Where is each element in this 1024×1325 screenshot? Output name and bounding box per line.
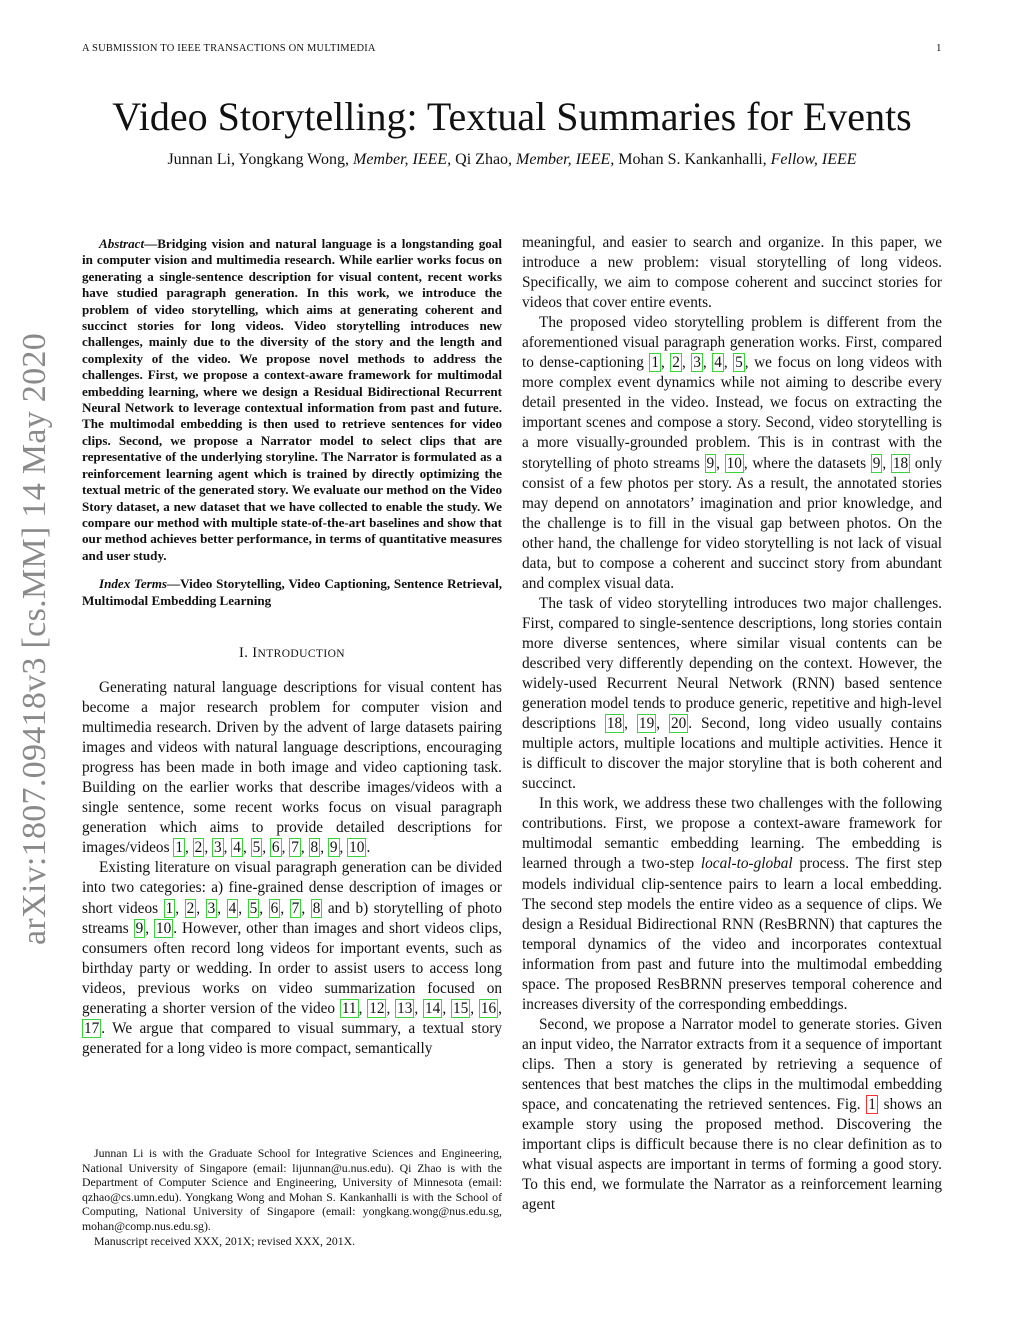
citation-link[interactable]: 9 [706,454,715,472]
section-heading-introduction: I. INTRODUCTION [239,644,345,661]
citation-link[interactable]: 20 [670,715,687,733]
figure-link[interactable]: 1 [868,1096,876,1114]
citation-link[interactable]: 4 [228,899,237,917]
citation-link[interactable]: 14 [425,999,441,1017]
footnote-affiliations: Junnan Li is with the Graduate School for Integrative Sciences and Engineering, National University of Singapore (email: lijunnan@u.nus.edu). Qi Zhao is with the Department of Computer Science and Engineering, University of Minnesota (email: qzhao@cs.umn.edu). Yongkang Wong and Mohan S. Kankanhalli is with the School of Computing, National University of Singapore (email: yongkang.wong@nus.edu.sg, mohan@comp.nus.edu.sg). [82,1146,502,1233]
citation-link[interactable]: 2 [672,354,680,372]
citation-link[interactable]: 16 [480,999,497,1017]
citation-link[interactable]: 5 [735,354,743,372]
intro-paragraph-5: The task of video storytelling introduces two major challenges. First, compared to single-sentence descriptions, long stories contain more diverse sentences, where similar visual contents can be described very differently depending on the context. However, the widely-used Recurrent Neural Network (RNN) based sentence generation model tends to produce generic, repetitive and high-level descriptions 18 , 19 , 20 . Second, long video usually contains multiple actors, multiple locations and multiple activities. Hence it is difficult to discover the major storyline that is both coherent and succinct. [522,594,942,793]
index-terms-label: Index Terms [99,576,168,592]
citation-link[interactable]: 10 [726,454,742,472]
intro-paragraph-7: Second, we propose a Narrator model to generate stories. Given an input video, the Narrator extracts from it a sequence of important clips. Then a story is generated by retrieving a sequence of sentences that best matches the clips in the multimodal embedding space, and concatenating the retrieved sentences. Fig. 1 shows an example story using the proposed method. Discovering the important clips is difficult because there is no clear definition as to what visual aspects are important in terms of forming a good story. To this end, we formulate the Narrator as a reinforcement learning agent [522,1015,943,1214]
citation-link[interactable]: 11 [341,999,357,1017]
citation-link[interactable]: 8 [310,839,319,857]
citation-link[interactable]: 1 [175,839,183,857]
citation-link[interactable]: 4 [233,839,241,857]
abstract [82,236,502,564]
author-2-role: Member, IEEE, [516,151,615,168]
citation-link[interactable]: 6 [270,899,279,917]
author-2: Qi Zhao, [455,151,513,168]
page-number: 1 [936,42,942,54]
citation-link[interactable]: 18 [892,454,909,472]
intro-paragraph-4: The proposed video storytelling problem is different from the aforementioned visual paragraph generation works. First, compared to dense-captioning 1 , 2 , 3 , 4 , 5 , we focus on long videos with more complex event dynamics while not aiming to describe every detail presented in the video. Instead, we focus on extracting the important scenes and compose a story. Second, video storytelling is a more visually-grounded problem. This is in contrast with the storytelling of photo streams 9 , 10 , where the datasets 9 , 18 only consist of a few photos per story. As a result, the annotated stories may depend on annotators’ imagination and prior knowledge, and the challenge is to fill in the visual gap between photos. On the other hand, the challenge for video storytelling is not lack of visual data, but to compose a coherent and succinct story from abundant and complex visual data. [522,314,942,592]
citation-link[interactable]: 13 [397,999,413,1017]
citation-link[interactable]: 19 [638,715,655,733]
citation-link[interactable]: 3 [207,899,216,917]
citation-link[interactable]: 15 [452,999,469,1017]
citation-link[interactable]: 1 [165,899,174,917]
arxiv-stamp: arXiv:1807.09418v3 [cs.MM] 14 May 2020 [16,332,53,945]
citation-link[interactable]: 5 [249,899,258,917]
running-head: A SUBMISSION TO IEEE TRANSACTIONS ON MULTIMEDIA [82,43,376,54]
intro-paragraph-6: In this work, we address these two challenges with the following contributions. First, we propose a context-aware framework for multimodal semantic embedding learning. The embedding is learned through a two-step local-to-global process. The first step models individual clip-sentence pairs to learn a local embedding. The second step models the entire video as a sequence of clips. We design a Residual Bidirectional RNN (ResBRNN) that captures the temporal dynamics of the video and incorporates contextual information from past and future into the multimodal embedding space. The proposed ResBRNN preserves temporal coherence and increases diversity of the corresponding embeddings. [522,795,942,1013]
right-column [522,233,942,1215]
author-3-role: Fellow, IEEE [770,151,857,168]
affiliation-footnote [82,1146,502,1248]
citation-link[interactable]: 9 [329,839,338,857]
citation-link[interactable]: 10 [156,919,172,937]
citation-link[interactable]: 7 [291,899,300,917]
intro-paragraph-2: Existing literature on visual paragraph generation can be divided into two categories: a) fine-grained dense description of images or short videos 1 , 2 , 3 , 4 , 5 , 6 , 7 , 8 and b) storytelling of photo streams 9 , 10 . However, other than images and short videos clips, consumers often record long videos for important events, such as birthday party or wedding. In order to assist users to access long videos, previous works on video summarization focused on generating a shorter version of the video 11 , 12 , 13 , 14 , 15 , 16 , 17 . We argue that compared to visual summary, a textual story generated for a long video is more compact, semantically [82,859,503,1057]
intro-paragraph-3: meaningful, and easier to search and organize. In this paper, we introduce a new problem: visual storytelling of long videos. Specifically, we aim to compose coherent and succinct stories for videos that cover entire events. [522,234,942,312]
citation-link[interactable]: 7 [291,839,299,857]
abstract-label: Abstract [99,236,145,251]
citation-link[interactable]: 18 [606,715,623,733]
citation-link[interactable]: 9 [872,454,881,472]
abstract-text: —Bridging vision and natural language is a longstanding goal in computer vision and multimedia research. While earlier works focus on generating a single-sentence description for visual content, recent works have studied paragraph generation. In this work, we introduce the problem of video storytelling, which aims at generating coherent and succinct stories for long videos. Video storytelling introduces new challenges, mainly due to the diversity of the story and the length and complexity of the video. We propose novel methods to address the challenges. First, we propose a context-aware framework for multimodal embedding learning, where we design a Residual Bidirectional Recurrent Neural Network to leverage contextual information from past and future. The multimodal embedding is then used to retrieve sentences for video clips. Second, we propose a Narrator model to select clips that are representative of the underlying storyline. The Narrator is formulated as a reinforcement learning agent which is trained by directly optimizing the textual metric of the generated story. We evaluate our method on the Video Story dataset, a new dataset that we have collected to enable the study. We compare our method with multiple state-of-the-art baselines and show that our method achieves better performance, in terms of quantitative measures and user study. [82,236,502,563]
citation-link[interactable]: 9 [135,919,144,937]
citation-link[interactable]: 12 [369,999,385,1017]
index-terms [82,576,502,609]
citation-link[interactable]: 1 [651,354,659,372]
citation-link[interactable]: 5 [252,839,261,857]
index-terms-text: —Video Storytelling, Video Captioning, Sentence Retrieval, Multimodal Embedding Learning [82,576,503,608]
paper-title: Video Storytelling: Textual Summaries for Events [112,94,912,139]
citation-link[interactable]: 10 [349,839,365,857]
footnote-manuscript: Manuscript received XXX, 201X; revised XXX, 201X. [94,1233,356,1248]
author-line [0,151,1024,169]
left-column [82,236,502,1059]
intro-paragraph-1: Generating natural language descriptions for visual content has become a major research problem for computer vision and multimedia research. Driven by the advent of large datasets pairing images and videos with natural language descriptions, encouraging progress has been made in both image and video captioning task. Building on the earlier works that describe images/videos with a single sentence, some recent works focus on visual paragraph generation which aims to provide detailed descriptions for images/videos 1 , 2 , 3 , 4 , 5 , 6 , 7 , 8 , 9 , 10 . [82,678,502,857]
citation-link[interactable]: 8 [312,899,321,917]
citation-link[interactable]: 3 [693,354,701,372]
citation-link[interactable]: 2 [186,899,195,917]
author-1-role: Member, IEEE, [352,151,452,168]
citation-link[interactable]: 17 [84,1019,100,1037]
author-1: Junnan Li, Yongkang Wong, [167,151,349,168]
citation-link[interactable]: 6 [271,839,280,857]
citation-link[interactable]: 4 [714,354,722,372]
citation-link[interactable]: 3 [213,839,222,857]
author-3: Mohan S. Kankanhalli, [618,151,767,168]
citation-link[interactable]: 2 [194,839,203,857]
